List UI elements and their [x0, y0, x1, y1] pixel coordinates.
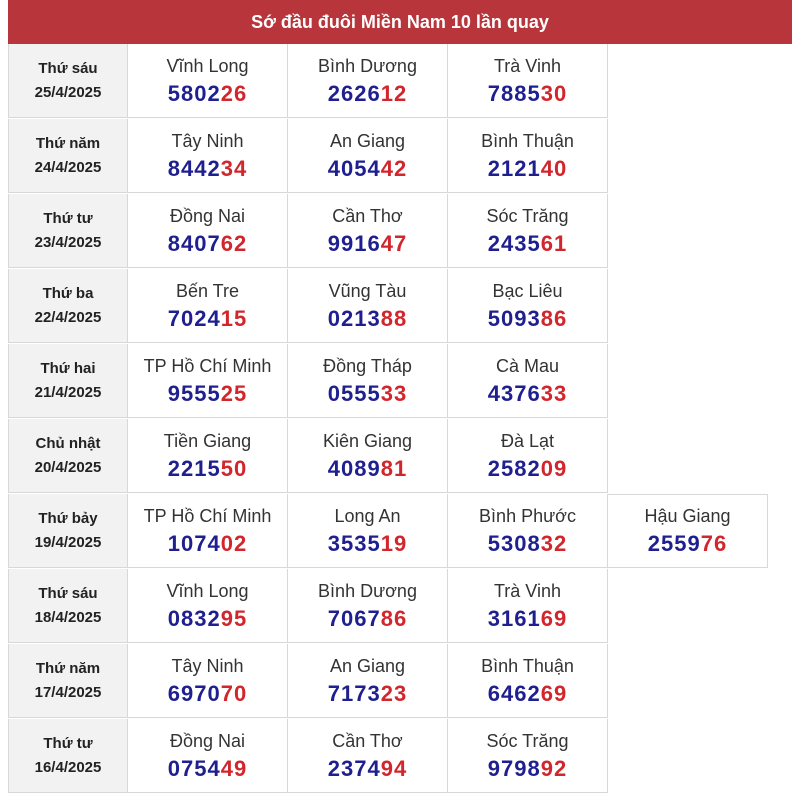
table-row: [8, 44, 608, 118]
number-leading-digits: 3161: [487, 605, 541, 631]
lottery-number: [328, 754, 407, 784]
province-name: Bình Dương: [318, 55, 417, 76]
province-result-cell: [448, 269, 608, 343]
weekday-label: Thứ năm: [35, 659, 101, 677]
province-name: Cà Mau: [495, 355, 560, 376]
province-result-cell: [128, 344, 288, 418]
province-name: Cần Thơ: [332, 205, 403, 226]
number-tail-digits: 33: [380, 380, 408, 406]
province-result-cell: [288, 44, 448, 118]
lottery-number: [168, 454, 247, 484]
number-leading-digits: 2435: [487, 230, 541, 256]
date-label: 18/4/2025: [34, 608, 102, 626]
lottery-number: [328, 304, 407, 334]
lottery-number: [488, 454, 567, 484]
province-result-cell: [608, 494, 768, 568]
province-name: Sóc Trăng: [486, 730, 569, 751]
province-result-cell: [128, 419, 288, 493]
draw-date-cell: [8, 44, 128, 118]
number-tail-digits: 32: [540, 530, 568, 556]
province-name: Bạc Liêu: [492, 280, 563, 301]
province-result-cell: [448, 494, 608, 568]
table-row: [8, 119, 608, 193]
number-tail-digits: 86: [540, 305, 568, 331]
lottery-number: [488, 604, 567, 634]
number-tail-digits: 25: [220, 380, 248, 406]
province-name: Vĩnh Long: [166, 580, 249, 601]
province-result-cell: [288, 494, 448, 568]
province-name: TP Hồ Chí Minh: [143, 505, 272, 526]
lottery-number: [328, 79, 407, 109]
lottery-number: [488, 679, 567, 709]
province-result-cell: [448, 419, 608, 493]
lottery-number: [168, 379, 247, 409]
lottery-number: [168, 229, 247, 259]
lottery-number: [328, 529, 407, 559]
province-name: Bình Dương: [318, 580, 417, 601]
weekday-label: Thứ hai: [40, 359, 96, 377]
weekday-label: Thứ bảy: [38, 509, 98, 527]
number-tail-digits: 61: [540, 230, 568, 256]
number-tail-digits: 49: [220, 755, 248, 781]
number-leading-digits: 4376: [487, 380, 541, 406]
date-label: 24/4/2025: [34, 158, 102, 176]
province-result-cell: [128, 44, 288, 118]
province-name: Bình Thuận: [481, 130, 574, 151]
table-row: [8, 344, 608, 418]
number-tail-digits: 94: [380, 755, 408, 781]
lottery-number: [168, 304, 247, 334]
province-result-cell: [288, 344, 448, 418]
date-label: 23/4/2025: [34, 233, 102, 251]
province-name: Đà Lạt: [500, 430, 555, 451]
draw-date-cell: [8, 569, 128, 643]
number-tail-digits: 95: [220, 605, 248, 631]
province-result-cell: [128, 719, 288, 793]
number-leading-digits: 9798: [487, 755, 541, 781]
date-label: 25/4/2025: [34, 83, 102, 101]
province-name: Đồng Nai: [169, 730, 246, 751]
number-leading-digits: 9555: [167, 380, 221, 406]
number-tail-digits: 47: [380, 230, 408, 256]
number-tail-digits: 69: [540, 605, 568, 631]
table-row: [8, 419, 608, 493]
province-name: Bình Phước: [479, 505, 576, 526]
number-leading-digits: 5093: [487, 305, 541, 331]
number-leading-digits: 1074: [167, 530, 221, 556]
province-name: Trà Vinh: [493, 55, 562, 76]
province-result-cell: [448, 44, 608, 118]
province-name: Sóc Trăng: [486, 205, 569, 226]
date-label: 22/4/2025: [34, 308, 102, 326]
number-leading-digits: 9916: [327, 230, 381, 256]
province-name: Kiên Giang: [322, 430, 413, 451]
number-tail-digits: 30: [540, 80, 568, 106]
province-result-cell: [288, 569, 448, 643]
province-result-cell: [288, 419, 448, 493]
number-tail-digits: 12: [380, 80, 408, 106]
lottery-number: [488, 79, 567, 109]
number-leading-digits: 3535: [327, 530, 381, 556]
lottery-number: [168, 79, 247, 109]
weekday-label: Thứ sáu: [38, 59, 98, 77]
number-leading-digits: 5308: [487, 530, 541, 556]
lottery-number: [488, 229, 567, 259]
lottery-number: [328, 454, 407, 484]
province-result-cell: [128, 269, 288, 343]
number-leading-digits: 2559: [647, 531, 701, 556]
table-row: [8, 194, 608, 268]
number-leading-digits: 2582: [487, 455, 541, 481]
province-name: Đồng Nai: [169, 205, 246, 226]
weekday-label: Thứ tư: [43, 209, 93, 227]
number-leading-digits: 7024: [167, 305, 221, 331]
number-tail-digits: 86: [380, 605, 408, 631]
number-leading-digits: 0754: [167, 755, 221, 781]
lottery-number: [488, 304, 567, 334]
number-leading-digits: 7067: [327, 605, 381, 631]
lottery-number: [328, 679, 407, 709]
draw-date-cell: [8, 269, 128, 343]
draw-date-cell: [8, 194, 128, 268]
table-row: [8, 644, 608, 718]
lottery-number: [168, 679, 247, 709]
province-name: Tây Ninh: [171, 130, 244, 151]
province-name: Đồng Tháp: [323, 355, 412, 376]
number-leading-digits: 2626: [327, 80, 381, 106]
number-tail-digits: 69: [540, 680, 568, 706]
number-leading-digits: 7173: [327, 680, 381, 706]
province-name: Trà Vinh: [493, 580, 562, 601]
province-result-cell: [288, 644, 448, 718]
lottery-number: [328, 154, 407, 184]
province-name: An Giang: [329, 655, 406, 676]
number-leading-digits: 0832: [167, 605, 221, 631]
number-tail-digits: 62: [220, 230, 248, 256]
province-name: Vũng Tàu: [328, 280, 407, 301]
weekday-label: Thứ sáu: [38, 584, 98, 602]
number-leading-digits: 5802: [167, 80, 221, 106]
province-name: An Giang: [329, 130, 406, 151]
province-name: Long An: [334, 505, 401, 526]
province-result-cell: [448, 569, 608, 643]
weekday-label: Thứ năm: [35, 134, 101, 152]
table-row: [8, 494, 768, 568]
draw-date-cell: [8, 419, 128, 493]
weekday-label: Thứ ba: [42, 284, 94, 302]
number-leading-digits: 8442: [167, 155, 221, 181]
number-tail-digits: 15: [220, 305, 248, 331]
draw-date-cell: [8, 494, 128, 568]
lottery-number: [168, 604, 247, 634]
province-result-cell: [128, 194, 288, 268]
lottery-number: [648, 529, 727, 559]
date-label: 19/4/2025: [34, 533, 102, 551]
number-tail-digits: 09: [540, 455, 568, 481]
number-leading-digits: 2215: [167, 455, 221, 481]
number-tail-digits: 26: [220, 80, 248, 106]
draw-date-cell: [8, 719, 128, 793]
draw-date-cell: [8, 119, 128, 193]
province-name: Bến Tre: [175, 280, 240, 301]
province-result-cell: [448, 719, 608, 793]
number-tail-digits: 76: [700, 531, 728, 556]
number-leading-digits: 6462: [487, 680, 541, 706]
province-name: Tiền Giang: [163, 430, 252, 451]
lottery-number: [488, 754, 567, 784]
table-title: Sớ đầu đuôi Miền Nam 10 lần quay: [8, 0, 792, 44]
province-result-cell: [448, 644, 608, 718]
province-result-cell: [448, 119, 608, 193]
draw-date-cell: [8, 644, 128, 718]
table-row: [8, 569, 608, 643]
number-tail-digits: 02: [220, 530, 248, 556]
weekday-label: Thứ tư: [43, 734, 93, 752]
number-tail-digits: 70: [220, 680, 248, 706]
province-result-cell: [128, 119, 288, 193]
date-label: 20/4/2025: [34, 458, 102, 476]
date-label: 16/4/2025: [34, 758, 102, 776]
province-result-cell: [128, 644, 288, 718]
lottery-number: [488, 154, 567, 184]
number-leading-digits: 0213: [327, 305, 381, 331]
lottery-number: [328, 604, 407, 634]
number-leading-digits: 7885: [487, 80, 541, 106]
number-tail-digits: 33: [540, 380, 568, 406]
number-tail-digits: 42: [380, 155, 408, 181]
province-name: Tây Ninh: [171, 655, 244, 676]
province-name: Bình Thuận: [481, 655, 574, 676]
province-result-cell: [128, 569, 288, 643]
lottery-number: [328, 379, 407, 409]
number-leading-digits: 4089: [327, 455, 381, 481]
province-result-cell: [448, 194, 608, 268]
number-tail-digits: 19: [380, 530, 408, 556]
number-leading-digits: 6970: [167, 680, 221, 706]
number-leading-digits: 4054: [327, 155, 381, 181]
lottery-number: [168, 154, 247, 184]
number-leading-digits: 0555: [327, 380, 381, 406]
draw-date-cell: [8, 344, 128, 418]
lottery-number: [488, 529, 567, 559]
lottery-number: [488, 379, 567, 409]
province-result-cell: [288, 194, 448, 268]
number-tail-digits: 40: [540, 155, 568, 181]
lottery-number: [328, 229, 407, 259]
province-result-cell: [288, 269, 448, 343]
province-result-cell: [288, 719, 448, 793]
province-name: TP Hồ Chí Minh: [143, 355, 272, 376]
province-name: Vĩnh Long: [166, 55, 249, 76]
number-tail-digits: 23: [380, 680, 408, 706]
number-tail-digits: 81: [380, 455, 408, 481]
province-result-cell: [288, 119, 448, 193]
date-label: 17/4/2025: [34, 683, 102, 701]
number-tail-digits: 92: [540, 755, 568, 781]
number-leading-digits: 2121: [487, 155, 541, 181]
number-leading-digits: 2374: [327, 755, 381, 781]
number-tail-digits: 34: [220, 155, 248, 181]
table-row: [8, 719, 608, 793]
table-row: [8, 269, 608, 343]
province-result-cell: [128, 494, 288, 568]
province-result-cell: [448, 344, 608, 418]
lottery-number: [168, 529, 247, 559]
date-label: 21/4/2025: [34, 383, 102, 401]
province-name: Cần Thơ: [332, 730, 403, 751]
province-name: Hậu Giang: [644, 506, 731, 526]
number-leading-digits: 8407: [167, 230, 221, 256]
weekday-label: Chủ nhật: [35, 434, 101, 452]
lottery-number: [168, 754, 247, 784]
number-tail-digits: 50: [220, 455, 248, 481]
number-tail-digits: 88: [380, 305, 408, 331]
